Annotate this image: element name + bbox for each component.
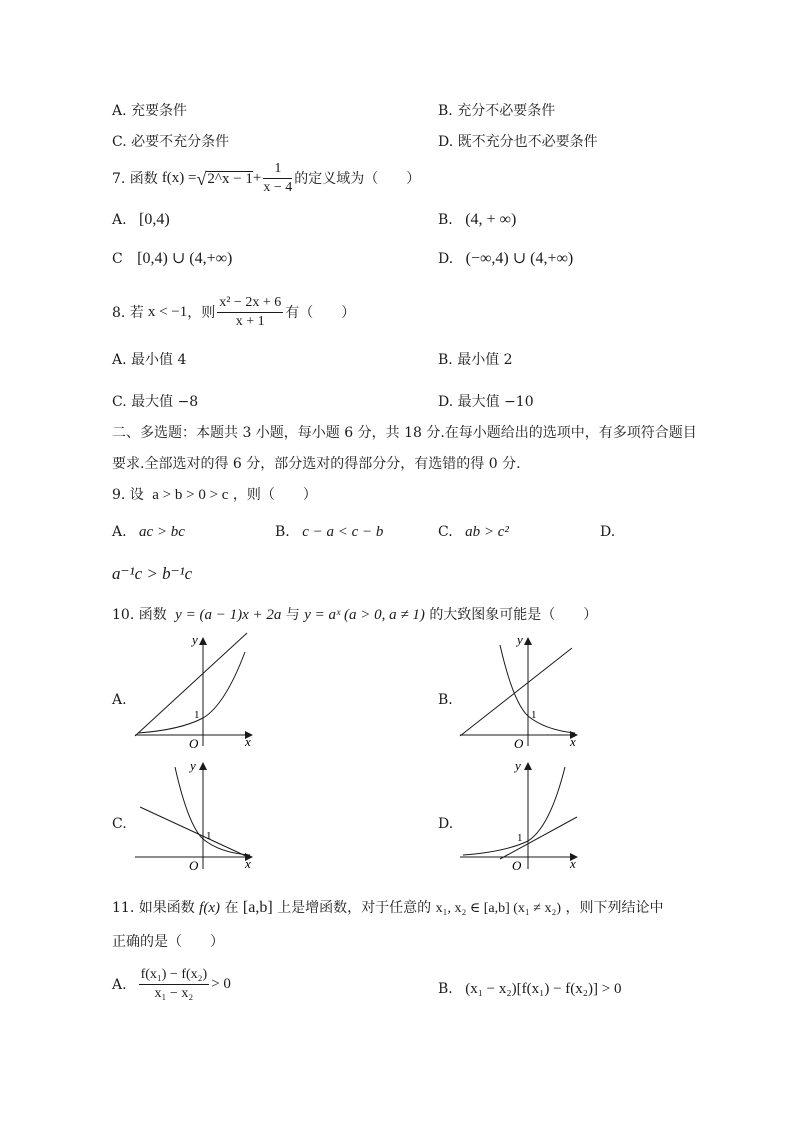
- q10-f1: y = (a − 1)x + 2a: [175, 607, 282, 623]
- q7-func: f(x) =: [161, 170, 197, 186]
- q9-option-c-label: C.: [438, 524, 453, 540]
- q8-option-d: D. 最大值 −10: [438, 394, 534, 410]
- q6-option-a: A. 充要条件: [112, 103, 188, 119]
- q9-option-c-text: ab > c²: [465, 524, 509, 540]
- q11-option-a-fraction: [139, 968, 210, 1001]
- q10-graph-d: [455, 757, 585, 872]
- q9-option-d-label: D.: [600, 524, 616, 540]
- q11-func: f(x): [199, 900, 220, 916]
- q11-option-b: [438, 982, 621, 997]
- q7-option-a-label: A.: [112, 212, 127, 228]
- q10-stem: [112, 608, 597, 623]
- q7-option-b: [438, 212, 516, 228]
- q7-option-b-text: (4, + ∞): [465, 211, 517, 228]
- q7-plus: +: [252, 170, 262, 186]
- q7-option-d: [438, 251, 573, 267]
- q9-cond: a > b > 0 > c: [152, 487, 229, 503]
- q9-option-a-label: A.: [112, 524, 127, 540]
- q10-mid: 与: [285, 607, 300, 623]
- line-graph: [140, 807, 248, 857]
- q7-option-d-label: D.: [438, 251, 454, 267]
- q11-mid: 上是增函数，对于任意的: [277, 900, 432, 916]
- exp-curve: [138, 652, 245, 733]
- q7-option-c-text: [0,4) ∪ (4,+∞): [137, 250, 233, 267]
- q8-option-a: A. 最小值 4: [112, 352, 187, 368]
- q9-prefix: 9. 设: [112, 487, 144, 503]
- q8-prefix: 8. 若: [112, 304, 144, 321]
- q9-option-a-text: ac > bc: [139, 524, 185, 540]
- q10-graph-b: [455, 630, 585, 750]
- q8-stem: [112, 296, 355, 329]
- q9-option-c: [438, 525, 509, 540]
- q10-prefix: 10. 函数: [112, 607, 167, 623]
- q11-prefix: 11. 如果函数: [112, 900, 195, 916]
- q8-fraction: [217, 296, 283, 329]
- one-label: 1: [194, 709, 200, 721]
- q11-option-a-den: x₁ − x₂: [154, 986, 194, 1001]
- q9-option-b-label: B.: [275, 524, 290, 540]
- q11-stem-line2: 正确的是（ ）: [112, 934, 224, 950]
- x-label: x: [245, 734, 251, 749]
- y-label: y: [515, 758, 521, 773]
- x-label: x: [570, 734, 576, 749]
- q11-option-a: [112, 968, 231, 1001]
- q7-fraction-den: x − 4: [263, 180, 293, 195]
- q7-fraction: [263, 162, 292, 195]
- origin-label: O: [189, 736, 199, 750]
- x-label: x: [570, 856, 576, 871]
- q7-prefix: 7. 函数: [112, 170, 158, 187]
- q9-option-d-text: a⁻¹c > b⁻¹c: [112, 564, 193, 583]
- q11-suffix: ，则下列结论中: [565, 900, 664, 916]
- x-label: x: [245, 856, 251, 871]
- q9-option-b: [275, 525, 383, 540]
- q8-option-b: B. 最小值 2: [438, 352, 513, 368]
- y-label: y: [190, 758, 196, 773]
- q6-option-d: D. 既不充分也不必要条件: [438, 134, 598, 150]
- q9-option-b-text: c − a < c − b: [302, 524, 384, 540]
- exp-curve: [500, 645, 575, 733]
- q6-option-c: C. 必要不充分条件: [112, 134, 230, 150]
- q11-option-a-label: A.: [112, 976, 127, 993]
- q9-suffix: ，则（ ）: [232, 487, 317, 503]
- q6-option-b: B. 充分不必要条件: [438, 103, 556, 119]
- q11-interval: [a,b]: [242, 899, 273, 916]
- q7-option-c-label: C: [112, 251, 123, 267]
- q7-stem: [112, 162, 420, 195]
- q7-option-a-text: [0,4): [139, 211, 170, 228]
- q9-option-a: [112, 525, 185, 540]
- q7-option-c: [112, 251, 232, 267]
- one-label: 1: [531, 709, 537, 721]
- y-label: y: [192, 632, 198, 647]
- q7-option-b-label: B.: [438, 212, 453, 228]
- q10-option-a-label: A.: [112, 692, 127, 708]
- q7-fraction-num: 1: [263, 162, 292, 179]
- q8-cond: x < −1: [147, 304, 188, 320]
- exp-curve: [463, 767, 565, 855]
- q10-f2: y = aˣ (a > 0, a ≠ 1): [304, 607, 425, 623]
- origin-label: O: [514, 736, 524, 750]
- line-graph: [500, 817, 577, 859]
- q11-stem-line1: [112, 900, 663, 916]
- q10-option-d-label: D.: [438, 816, 454, 832]
- q10-option-c-label: C.: [112, 816, 127, 832]
- one-label: 1: [517, 832, 523, 844]
- q11-option-a-num: f(x₁) − f(x₂): [139, 968, 210, 985]
- q8-fraction-den: x + 1: [235, 314, 265, 329]
- section2-line2: 要求.全部选对的得 6 分，部分选对的得部分分，有选错的得 0 分.: [112, 456, 521, 472]
- q11-vars: x₁, x₂ ∈ [a,b] (x₁ ≠ x₂): [435, 901, 562, 916]
- origin-label: O: [189, 858, 199, 872]
- q10-option-b-label: B.: [438, 692, 453, 708]
- one-label: 1: [206, 830, 212, 842]
- section2-line1: 二、多选题：本题共 3 小题，每小题 6 分，共 18 分.在每小题给出的选项中，有多项符合题目: [112, 425, 697, 441]
- origin-label: O: [512, 858, 522, 872]
- q7-option-d-text: (−∞,4) ∪ (4,+∞): [465, 250, 574, 267]
- q10-graph-a: [130, 630, 260, 750]
- q7-option-a: [112, 212, 170, 228]
- q11-option-a-tail: > 0: [211, 976, 231, 992]
- q8-mid: ，则: [187, 304, 216, 321]
- sqrt-icon: √: [196, 168, 207, 189]
- q8-suffix: 有（ ）: [285, 304, 356, 321]
- q8-option-c: C. 最大值 −8: [112, 394, 199, 410]
- q7-sqrt-body: 2^x − 1: [207, 170, 253, 187]
- q7-suffix: 的定义域为（ ）: [294, 170, 421, 187]
- exp-curve: [175, 767, 250, 855]
- q10-suffix: 的大致图象可能是（ ）: [429, 607, 598, 623]
- q11-option-b-label: B.: [438, 981, 453, 997]
- y-label: y: [517, 632, 523, 647]
- q11-in: 在: [224, 900, 239, 916]
- q8-fraction-num: x² − 2x + 6: [217, 296, 283, 313]
- line-graph: [460, 648, 572, 736]
- q11-option-b-text: (x₁ − x₂)[f(x₁) − f(x₂)] > 0: [465, 981, 622, 997]
- q10-graph-c: [130, 757, 260, 872]
- q9-stem: [112, 488, 317, 503]
